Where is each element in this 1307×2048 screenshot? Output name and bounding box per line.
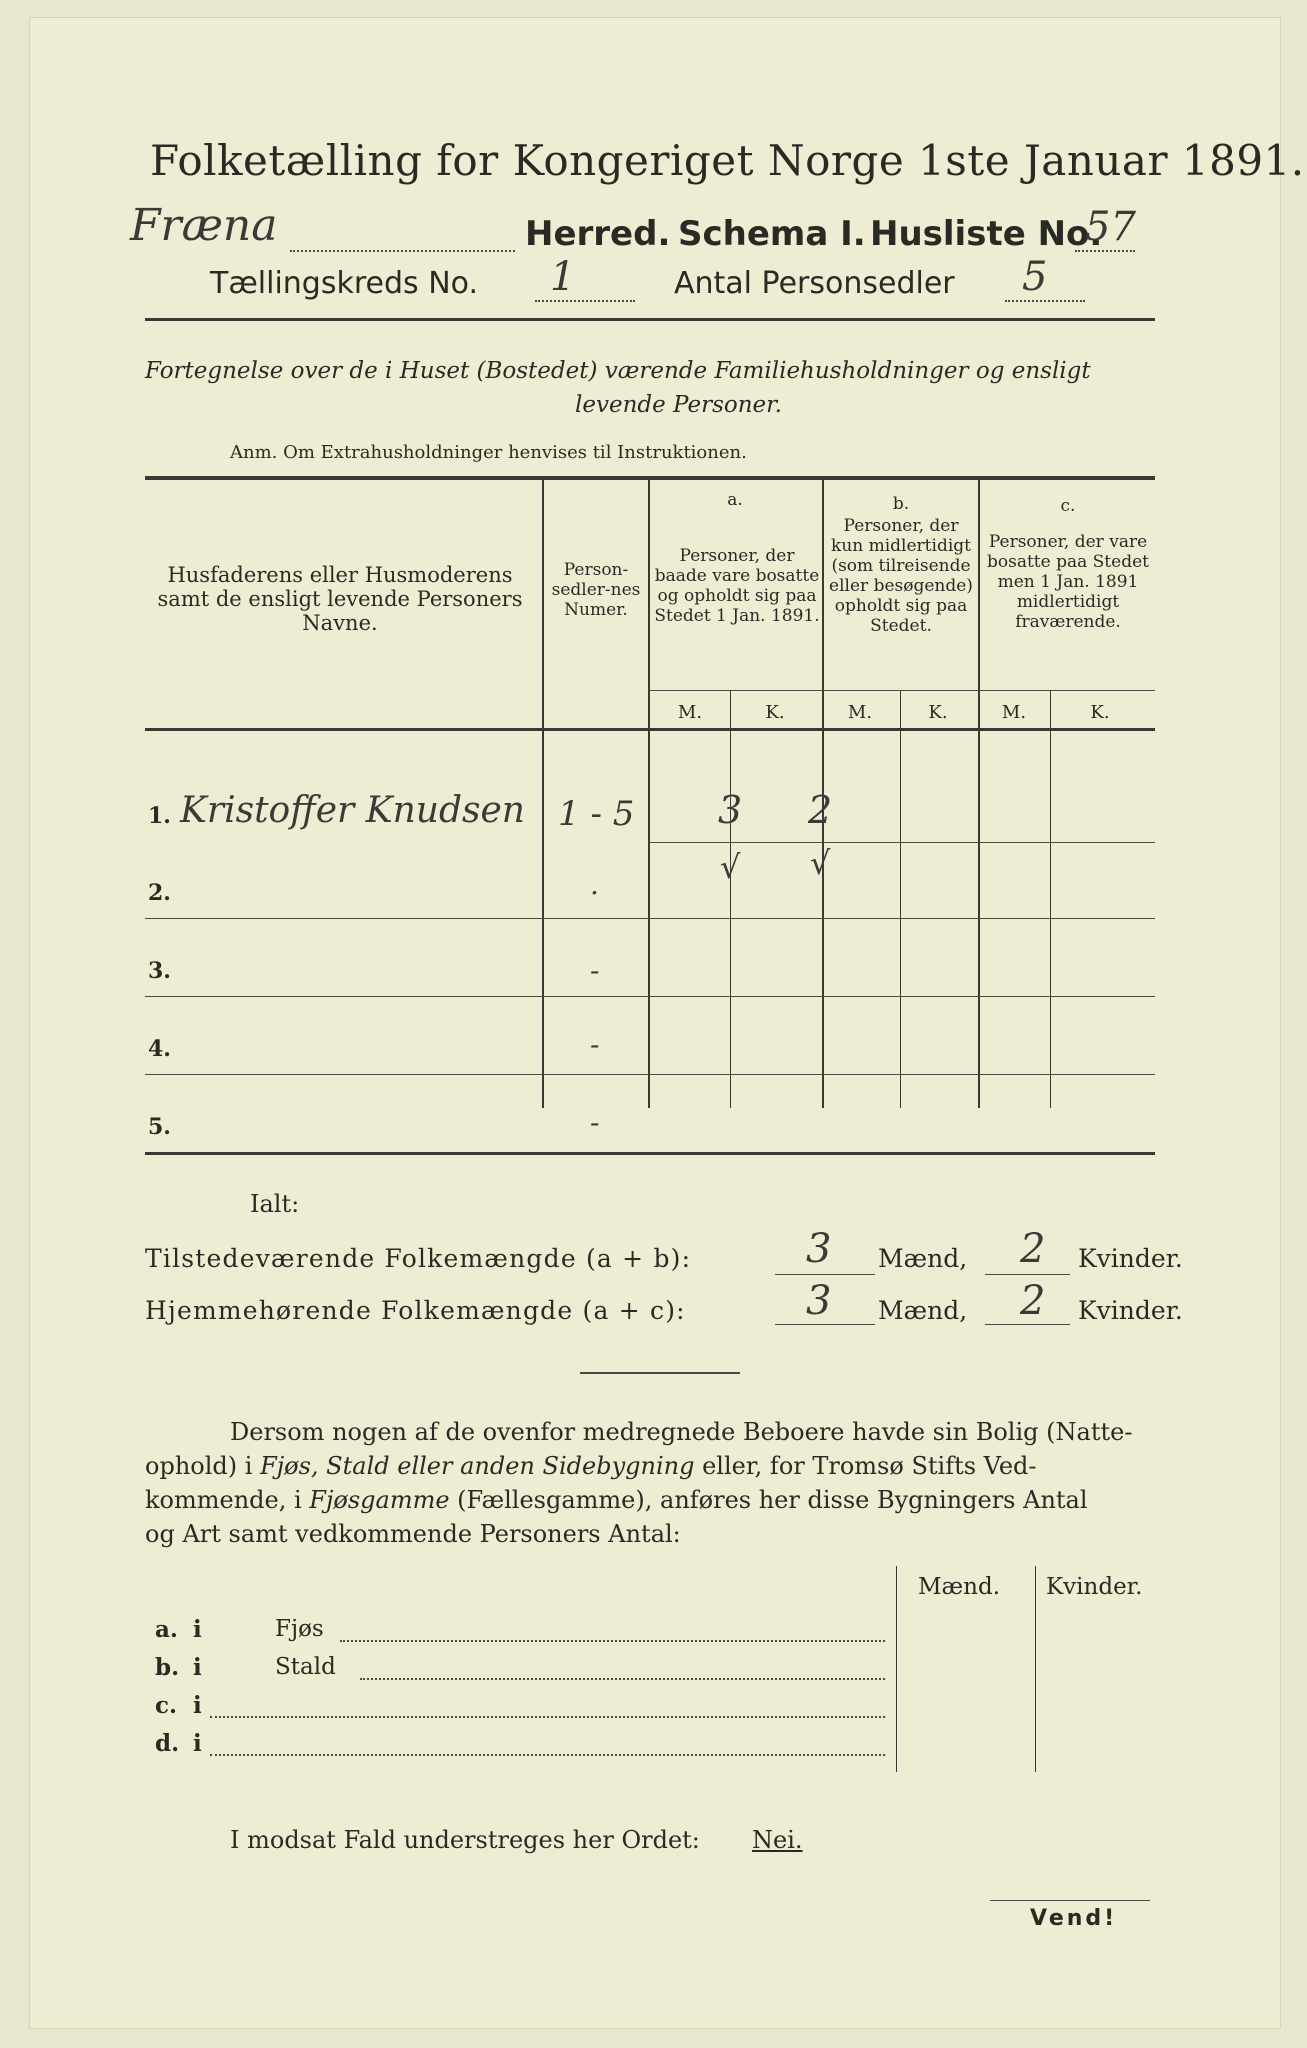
row-3-sedler: - [590, 954, 600, 987]
item-b-i: i [193, 1654, 202, 1681]
hjemme-kvinder-value: 2 [1020, 1278, 1046, 1324]
row-2-a-m: √ [720, 848, 741, 886]
col-head-b-letter: b. [892, 494, 910, 514]
item-d-letter: d. [155, 1730, 180, 1757]
item-b-label: Stald [275, 1654, 336, 1680]
row-1-a-k: 2 [808, 788, 833, 832]
personsedler-dots [1005, 300, 1085, 302]
tilstede-maend-value: 3 [806, 1226, 832, 1272]
vend-label: Vend! [1030, 1906, 1118, 1931]
a-k-head: K. [765, 702, 785, 723]
item-a-label: Fjøs [275, 1616, 324, 1642]
herred-label: Herred. [525, 214, 671, 254]
buildings-kvinder-head: Kvinder. [1046, 1574, 1143, 1600]
ialt-label: Ialt: [250, 1190, 300, 1218]
form-title: Folketælling for Kongeriget Norge 1ste Januar 1891. [150, 136, 1305, 185]
census-form [30, 18, 1305, 2028]
tilstede-maend-label: Mænd, [878, 1244, 968, 1273]
herred-name: Fræna [130, 200, 278, 251]
personsedler-label: Antal Personsedler [674, 266, 955, 301]
row-3-number: 3. [148, 958, 171, 984]
herred-dots [290, 250, 515, 252]
c-k-head: K. [1090, 702, 1110, 723]
buildings-para-1: Dersom nogen af de ovenfor medregnede Beboere havde sin Bolig (Natte- [230, 1418, 1133, 1446]
row-1-number: 1. [148, 803, 171, 829]
schema-label: Schema I. [678, 214, 866, 254]
table-bottom-rule [145, 1152, 1155, 1155]
row-5-sedler: - [590, 1106, 600, 1139]
header-rule [145, 318, 1155, 321]
hjemme-kvinder-label: Kvinder. [1078, 1296, 1183, 1325]
buildings-maend-head: Mænd. [918, 1574, 1001, 1600]
col-head-c: Personer, der vare bosatte paa Stedet men 1 Jan. 1891 midlertidigt fraværende. [987, 532, 1149, 632]
row-4-sedler: - [590, 1028, 600, 1061]
col-head-b: Personer, der kun midlertidigt (som tilreisende eller besøgende) opholdt sig paa Stedet. [829, 516, 973, 636]
col-head-a-letter: a. [727, 490, 743, 510]
kreds-label: Tællingskreds No. [210, 266, 478, 301]
modsat-text: I modsat Fald understreges her Ordet: [230, 1826, 700, 1854]
kreds-dots [535, 300, 635, 302]
row-4-number: 4. [148, 1036, 171, 1062]
hjemme-maend-label: Mænd, [878, 1296, 968, 1325]
kreds-number: 1 [550, 254, 576, 300]
col-head-sedler: Person-sedler-nes Numer. [551, 560, 641, 620]
table-top-rule [145, 476, 1155, 480]
intro-line2: levende Personer. [575, 392, 782, 418]
husliste-label: Husliste No. [870, 214, 1103, 254]
husliste-number: 57 [1085, 204, 1136, 250]
b-m-head: M. [847, 702, 873, 723]
item-a-letter: a. [155, 1616, 178, 1643]
buildings-para-3: kommende, i Fjøsgamme (Fællesgamme), anføres her disse Bygningers Antal [145, 1486, 1088, 1514]
row-2-sedler: . [590, 868, 599, 901]
hjemme-label: Hjemmehørende Folkemængde (a + c): [145, 1296, 686, 1325]
item-b-letter: b. [155, 1654, 180, 1681]
item-c-i: i [193, 1692, 202, 1719]
anm-note: Anm. Om Extrahusholdninger henvises til Instruktionen. [230, 442, 747, 463]
item-d-i: i [193, 1730, 202, 1757]
intro-line1: Fortegnelse over de i Huset (Bostedet) værende Familiehusholdninger og ensligt [145, 358, 1091, 384]
hjemme-maend-value: 3 [806, 1278, 832, 1324]
buildings-para-4: og Art samt vedkommende Personers Antal: [145, 1520, 681, 1548]
row-2-number: 2. [148, 880, 171, 906]
nei-word: Nei. [752, 1826, 803, 1854]
col-head-c-letter: c. [1060, 496, 1076, 516]
row-1-sedler: 1 - 5 [558, 794, 635, 834]
col-head-a: Personer, der baade vare bosatte og opholdt sig paa Stedet 1 Jan. 1891. [654, 546, 820, 626]
tilstede-kvinder-label: Kvinder. [1078, 1244, 1183, 1273]
personsedler-number: 5 [1022, 254, 1048, 300]
item-a-i: i [193, 1616, 202, 1643]
tilstede-label: Tilstedeværende Folkemængde (a + b): [145, 1244, 692, 1273]
row-5-number: 5. [148, 1114, 171, 1140]
row-1-a-m: 3 [718, 788, 743, 832]
husliste-dots [1075, 250, 1135, 252]
col-head-names: Husfaderens eller Husmoderens samt de ensligt levende Personers Navne. [157, 563, 523, 635]
item-c-letter: c. [155, 1692, 178, 1719]
a-m-head: M. [677, 702, 703, 723]
section-divider [580, 1372, 740, 1374]
b-k-head: K. [928, 702, 948, 723]
row-2-a-k: √ [810, 844, 831, 882]
tilstede-kvinder-value: 2 [1020, 1226, 1046, 1272]
c-m-head: M. [1001, 702, 1027, 723]
row-1-name: Kristoffer Knudsen [180, 790, 525, 831]
buildings-para-2: ophold) i Fjøs, Stald eller anden Sidebygning eller, for Tromsø Stifts Ved- [145, 1452, 1037, 1480]
